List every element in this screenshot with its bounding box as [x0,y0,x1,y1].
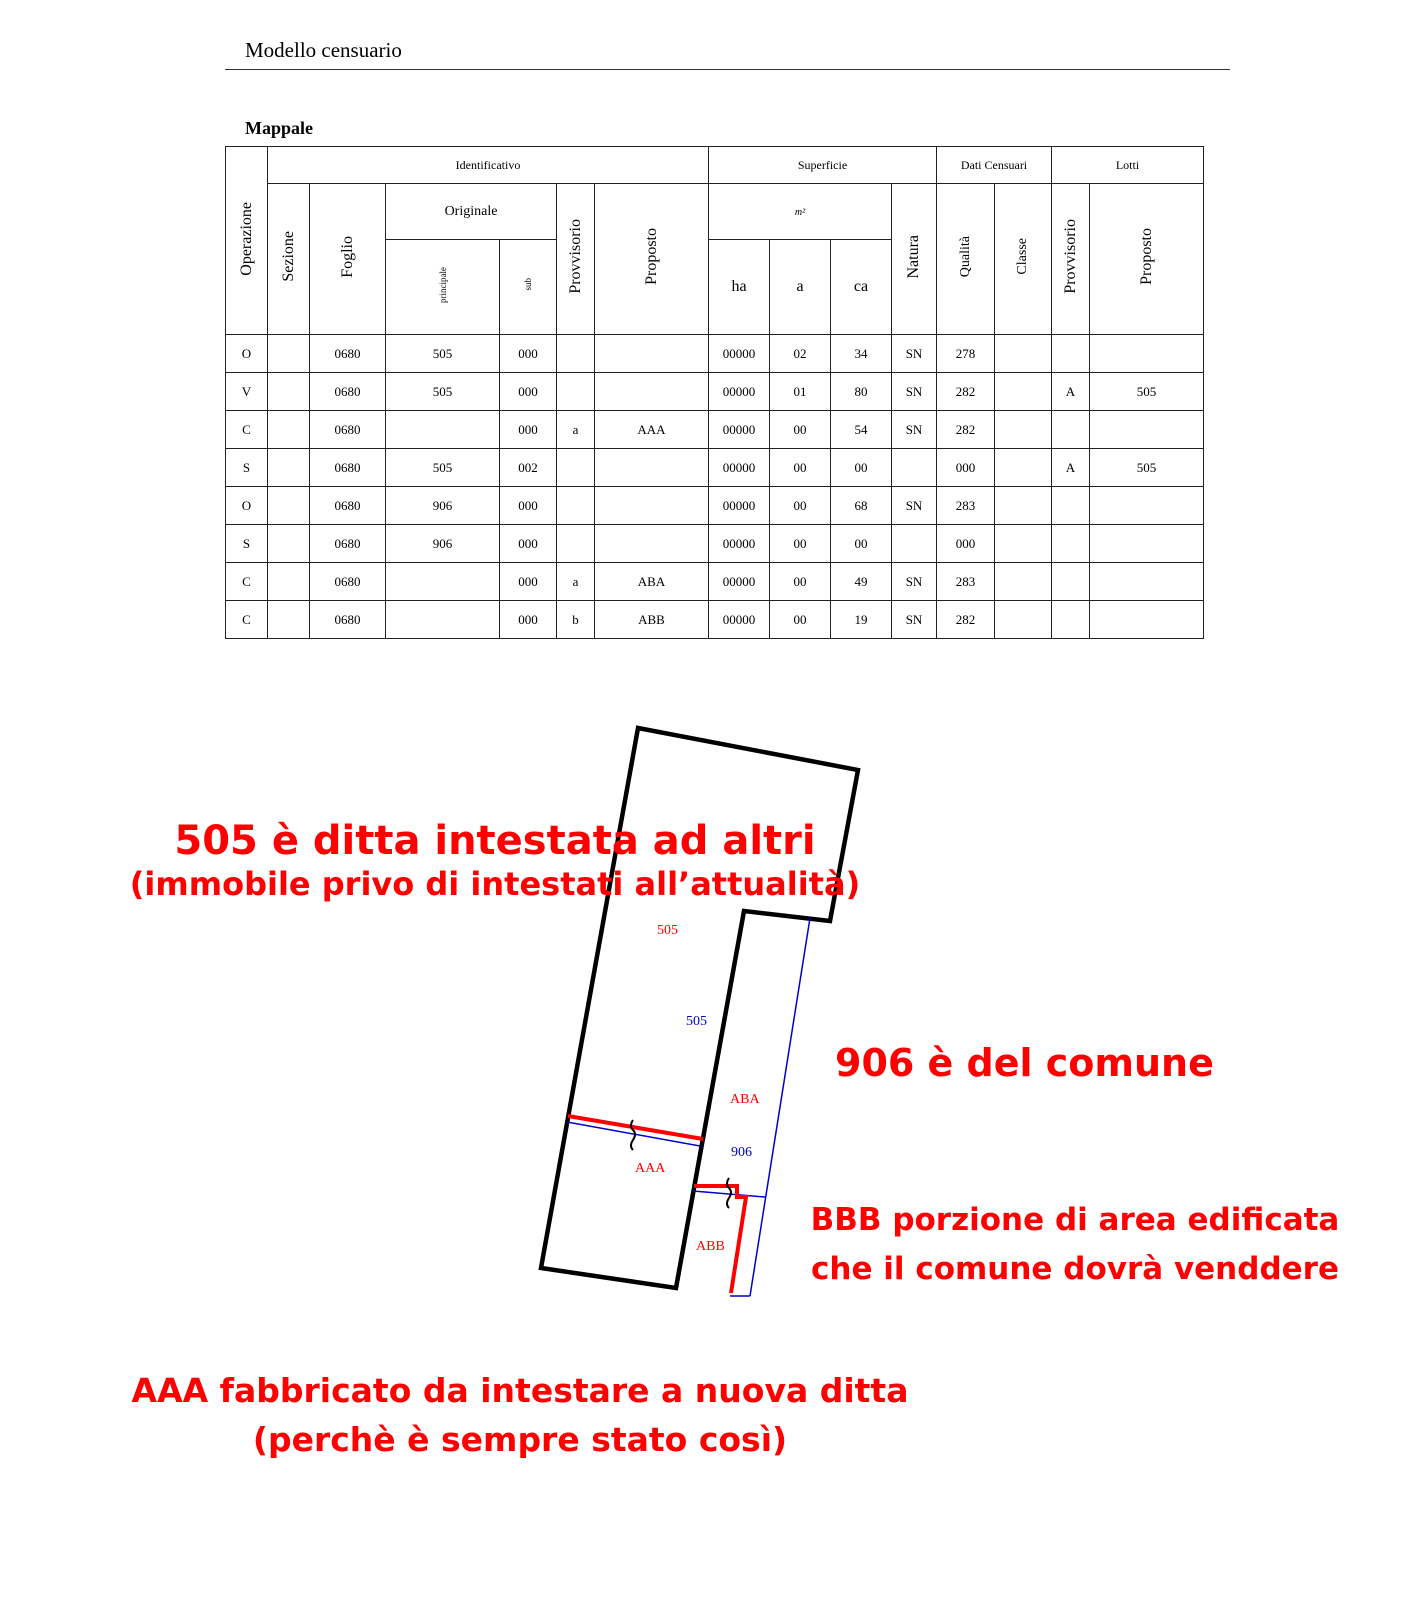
cell-ha: 00000 [709,601,770,639]
note-bbb-line2: che il comune dovrà venddere [811,1251,1339,1287]
cell-provvisorio: a [557,563,595,601]
cell-sub: 000 [500,563,557,601]
col-provvisorio: Provvisorio [557,184,595,335]
cell-foglio: 0680 [310,601,386,639]
cell-natura: SN [892,335,937,373]
cell-qualita: 000 [937,449,995,487]
cell-lotti-provvisorio: A [1052,373,1090,411]
cell-principale: 505 [386,335,500,373]
cell-ca: 68 [831,487,892,525]
cell-lotti-proposto: 505 [1090,373,1204,411]
cell-sub: 000 [500,487,557,525]
document-title: Modello censuario [245,38,402,62]
cell-principale: 505 [386,373,500,411]
cell-foglio: 0680 [310,449,386,487]
cell-qualita: 282 [937,411,995,449]
col-principale: principale [386,240,500,335]
cell-operazione: C [226,563,268,601]
col-sub: sub [500,240,557,335]
cell-a: 00 [770,601,831,639]
parcel-label-505-blue: 505 [686,1014,707,1029]
cell-sub: 000 [500,525,557,563]
subgroup-originale: Originale [386,184,557,240]
cell-ha: 00000 [709,487,770,525]
cell-qualita: 283 [937,487,995,525]
cell-sub: 000 [500,335,557,373]
section-title: Mappale [245,118,314,138]
cell-operazione: V [226,373,268,411]
col-operazione: Operazione [226,147,268,335]
cell-a: 00 [770,411,831,449]
col-natura: Natura [892,184,937,335]
boundary-tilde-symbol [727,1178,731,1208]
col-proposto: Proposto [595,184,709,335]
note-505-line1: 505 è ditta intestata ad altri [174,818,816,864]
col-foglio: Foglio [310,184,386,335]
cell-a: 01 [770,373,831,411]
note-bbb [775,1196,1375,1294]
cell-foglio: 0680 [310,487,386,525]
cell-ca: 00 [831,525,892,563]
cell-provvisorio: a [557,411,595,449]
col-ha: ha [709,240,770,335]
cell-ca: 54 [831,411,892,449]
cell-ca: 19 [831,601,892,639]
cell-ha: 00000 [709,335,770,373]
cell-sub: 000 [500,601,557,639]
cell-ha: 00000 [709,373,770,411]
cell-ha: 00000 [709,525,770,563]
cell-proposto: AAA [595,411,709,449]
col-a: a [770,240,831,335]
group-dati-censuari: Dati Censuari [937,147,1052,184]
cell-operazione: O [226,335,268,373]
note-505-line2: (immobile privo di intestati all’attualità) [129,865,861,903]
cell-proposto: ABB [595,601,709,639]
cell-operazione: S [226,525,268,563]
cell-a: 00 [770,525,831,563]
cell-foglio: 0680 [310,525,386,563]
cell-lotti-proposto: 505 [1090,449,1204,487]
cell-qualita: 278 [937,335,995,373]
cell-ca: 80 [831,373,892,411]
cell-provvisorio: b [557,601,595,639]
col-classe: Classe [995,184,1052,335]
cell-sub: 000 [500,373,557,411]
parcel-label-aaa: AAA [635,1161,666,1176]
parcel-label-906: 906 [731,1145,752,1160]
cell-qualita: 283 [937,563,995,601]
note-505 [95,818,895,904]
cell-principale: 505 [386,449,500,487]
note-aaa-line1: AAA fabbricato da intestare a nuova ditta [131,1371,909,1410]
col-sezione: Sezione [268,184,310,335]
cell-qualita: 000 [937,525,995,563]
col-qualita: Qualità [937,184,995,335]
group-lotti: Lotti [1052,147,1204,184]
col-ca: ca [831,240,892,335]
col-lotti-provvisorio: Provvisorio [1052,184,1090,335]
cell-foglio: 0680 [310,563,386,601]
cell-ca: 34 [831,335,892,373]
cell-operazione: C [226,601,268,639]
cell-natura: SN [892,373,937,411]
cell-ha: 00000 [709,449,770,487]
cell-operazione: O [226,487,268,525]
cell-proposto: ABA [595,563,709,601]
cell-foglio: 0680 [310,411,386,449]
cell-natura: SN [892,411,937,449]
note-bbb-line1: BBB porzione di area edificata [810,1202,1340,1238]
cell-a: 00 [770,487,831,525]
cell-lotti-provvisorio: A [1052,449,1090,487]
cell-foglio: 0680 [310,373,386,411]
note-aaa [110,1366,930,1464]
cell-natura: SN [892,601,937,639]
col-lotti-proposto: Proposto [1090,184,1204,335]
subgroup-m2: m² [709,184,892,240]
parcel-label-505-red: 505 [657,923,678,938]
cell-a: 00 [770,449,831,487]
cell-ha: 00000 [709,411,770,449]
cell-a: 00 [770,563,831,601]
boundary-tilde-symbol [631,1120,635,1150]
cell-ca: 49 [831,563,892,601]
cell-principale: 906 [386,487,500,525]
cell-sub: 002 [500,449,557,487]
note-906: 906 è del comune [835,1041,1214,1085]
cell-foglio: 0680 [310,335,386,373]
group-identificativo: Identificativo [268,147,709,184]
parcel-label-abb: ABB [696,1239,725,1254]
cell-ha: 00000 [709,563,770,601]
cell-natura: SN [892,563,937,601]
note-aaa-line2: (perchè è sempre stato così) [252,1420,788,1459]
cell-a: 02 [770,335,831,373]
cell-qualita: 282 [937,373,995,411]
cell-natura: SN [892,487,937,525]
cell-principale: 906 [386,525,500,563]
cell-operazione: C [226,411,268,449]
cell-operazione: S [226,449,268,487]
cell-ca: 00 [831,449,892,487]
cell-qualita: 282 [937,601,995,639]
group-superficie: Superficie [709,147,937,184]
cell-sub: 000 [500,411,557,449]
parcel-label-aba: ABA [730,1092,760,1107]
